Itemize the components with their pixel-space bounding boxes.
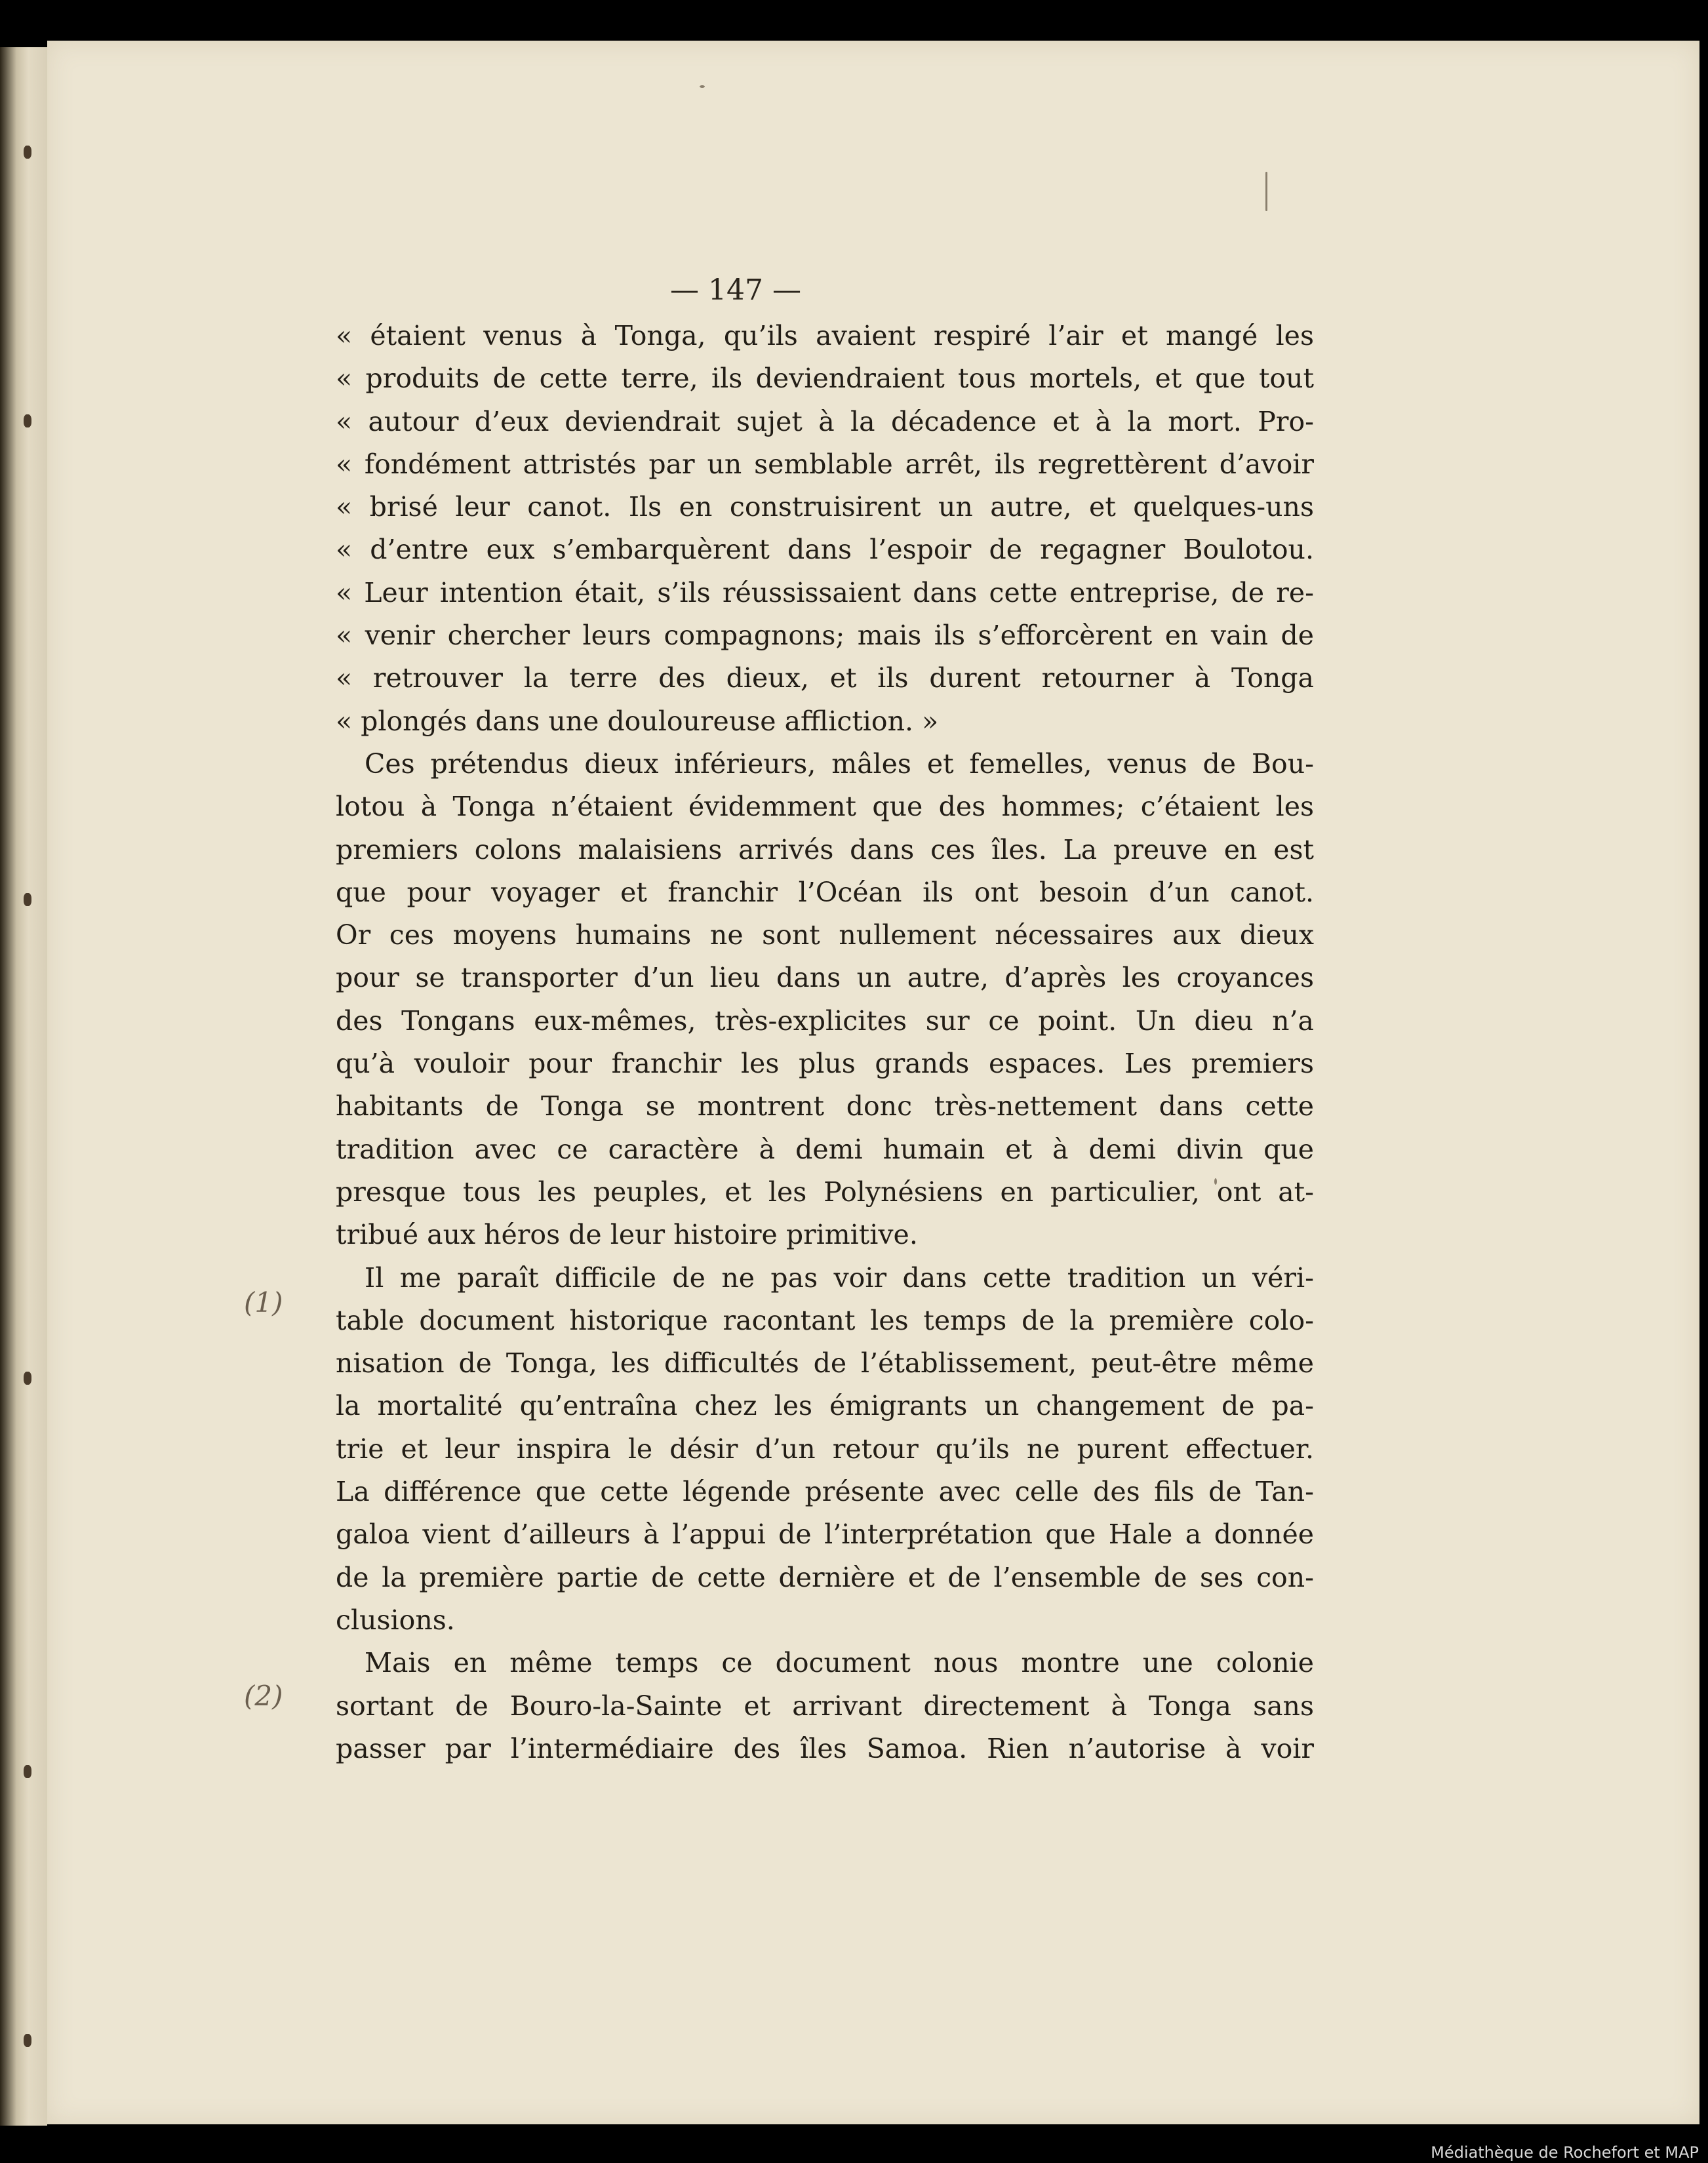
- text-line: premiers colons malaisiens arrivés dans ces îles. La preuve en est: [336, 833, 1314, 865]
- margin-note-1: (1): [244, 1286, 283, 1319]
- text-line: « retrouver la terre des dieux, et ils durent retourner à Tonga: [336, 662, 1314, 694]
- paragraph-start-line: Il me paraît difficile de ne pas voir dans cette tradition un véri-: [365, 1261, 1314, 1294]
- text-line: passer par l’intermédiaire des îles Samoa. Rien n’autorise à voir: [336, 1732, 1314, 1764]
- binding-stitch: [24, 2034, 31, 2047]
- text-line: « fondément attristés par un semblable arrêt, ils regrettèrent d’avoir: [336, 448, 1314, 480]
- text-line: la mortalité qu’entraîna chez les émigrants un changement de pa-: [336, 1390, 1314, 1422]
- text-line: qu’à vouloir pour franchir les plus grands espaces. Les premiers: [336, 1048, 1314, 1080]
- text-line: « brisé leur canot. Ils en construisirent un autre, et quelques-uns: [336, 491, 1314, 523]
- text-line: lotou à Tonga n’étaient évidemment que des hommes; c’étaient les: [336, 791, 1314, 823]
- previous-page-edge: [0, 47, 47, 2126]
- text-line: tradition avec ce caractère à demi humain et à demi divin que: [336, 1133, 1314, 1165]
- binding-stitch: [24, 1765, 31, 1778]
- margin-note-2: (2): [244, 1680, 283, 1712]
- text-line: trie et leur inspira le désir d’un retour qu’ils ne purent effectuer.: [336, 1433, 1314, 1465]
- text-line: « produits de cette terre, ils deviendraient tous mortels, et que tout: [336, 363, 1314, 395]
- binding-stitch: [24, 414, 31, 427]
- text-line: galoa vient d’ailleurs à l’appui de l’interprétation que Hale a donnée: [336, 1518, 1314, 1551]
- text-line: sortant de Bouro-la-Sainte et arrivant directement à Tonga sans: [336, 1690, 1314, 1722]
- text-line: « plongés dans une douloureuse affliction. »: [336, 705, 939, 737]
- text-line: habitants de Tonga se montrent donc très-nettement dans cette: [336, 1090, 1314, 1122]
- book-page: [47, 41, 1699, 2124]
- text-line: de la première partie de cette dernière et de l’ensemble de ses con-: [336, 1561, 1314, 1593]
- text-line: presque tous les peuples, et les Polynésiens en particulier, ont at-: [336, 1176, 1314, 1208]
- text-line: clusions.: [336, 1604, 455, 1636]
- text-line: « autour d’eux deviendrait sujet à la décadence et à la mort. Pro-: [336, 405, 1314, 437]
- binding-stitch: [24, 146, 31, 159]
- text-line: « étaient venus à Tonga, qu’ils avaient respiré l’air et mangé les: [336, 320, 1314, 351]
- text-line: table document historique racontant les temps de la première colo-: [336, 1304, 1314, 1336]
- binding-stitch: [24, 893, 31, 906]
- text-line: pour se transporter d’un lieu dans un autre, d’après les croyances: [336, 962, 1314, 994]
- text-line: « d’entre eux s’embarquèrent dans l’espoir de regagner Boulotou.: [336, 534, 1314, 566]
- text-line: des Tongans eux-mêmes, très-explicites sur ce point. Un dieu n’a: [336, 1004, 1314, 1037]
- paragraph-start-line: Mais en même temps ce document nous montre une colonie: [365, 1647, 1314, 1679]
- text-line: tribué aux héros de leur histoire primitive.: [336, 1219, 918, 1251]
- image-credit: Médiathèque de Rochefort et MAP: [1431, 2143, 1699, 2162]
- paper-mark: [1265, 172, 1267, 211]
- text-line: que pour voyager et franchir l’Océan ils ont besoin d’un canot.: [336, 876, 1314, 908]
- text-line: « venir chercher leurs compagnons; mais ils s’efforcèrent en vain de: [336, 620, 1314, 652]
- paper-speck: [700, 85, 705, 88]
- binding-stitch: [24, 1372, 31, 1385]
- page-number: — 147 —: [670, 273, 801, 307]
- text-line: La différence que cette légende présente avec celle des fils de Tan-: [336, 1476, 1314, 1508]
- paragraph-start-line: Ces prétendus dieux inférieurs, mâles et femelles, venus de Bou-: [365, 747, 1314, 780]
- body-text: [336, 315, 1314, 1770]
- text-line: « Leur intention était, s’ils réussissaient dans cette entreprise, de re-: [336, 576, 1314, 608]
- text-line: nisation de Tonga, les difficultés de l’établissement, peut-être même: [336, 1347, 1314, 1379]
- text-line: Or ces moyens humains ne sont nullement nécessaires aux dieux: [336, 919, 1314, 951]
